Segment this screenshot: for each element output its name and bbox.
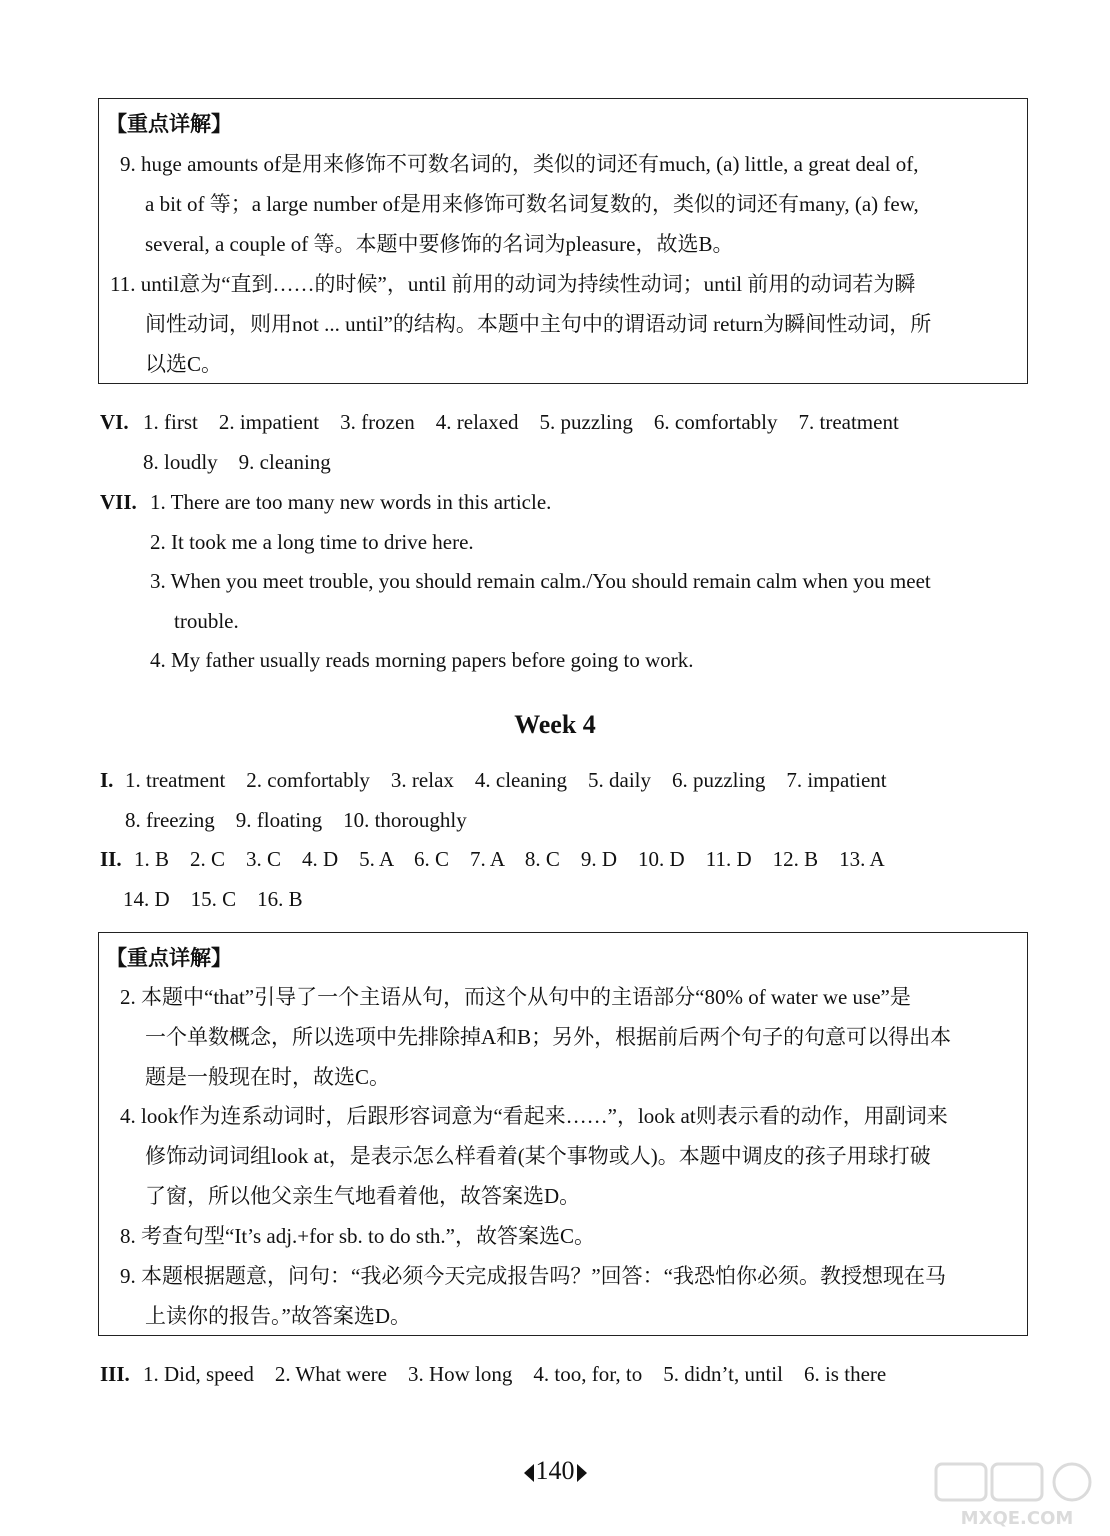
watermark-logo <box>932 1460 1102 1530</box>
box1-line-1: 9. huge amounts of是用来修饰不可数名词的，类似的词还有much, (a) little, a great deal of, <box>120 152 919 176</box>
section-vii-line-4: trouble. <box>174 609 239 633</box>
box1-line-4: 11. until意为“直到……的时候”，until 前用的动词为持续性动词；until 前用的动词若为瞬 <box>110 272 916 296</box>
right-triangle-icon <box>577 1464 587 1482</box>
left-triangle-icon <box>524 1464 534 1482</box>
box2-line-6: 了窗，所以他父亲生气地看着他，故答案选D。 <box>145 1184 581 1208</box>
watermark-icon <box>932 1460 1102 1530</box>
section-i-row-2: 8. freezing 9. floating 10. thoroughly <box>125 808 467 832</box>
box2-line-2: 一个单数概念，所以选项中先排除掉A和B；另外，根据前后两个句子的句意可以得出本 <box>145 1025 952 1049</box>
section-ii-row-2: 14. D 15. C 16. B <box>123 887 303 911</box>
section-vii-line-5: 4. My father usually reads morning papers before going to work. <box>150 648 694 672</box>
box2-line-7: 8. 考查句型“It’s adj.+for sb. to do sth.”，故答案选C。 <box>120 1224 595 1248</box>
box2-line-1: 2. 本题中“that”引导了一个主语从句，而这个从句中的主语部分“80% of water we use”是 <box>120 985 911 1009</box>
box2-line-8: 9. 本题根据题意，问句：“我必须今天完成报告吗？”回答：“我恐怕你必须。教授想现在马 <box>120 1264 946 1288</box>
section-vi-row-2: 8. loudly 9. cleaning <box>143 450 331 474</box>
section-vi-row-1: 1. first 2. impatient 3. frozen 4. relaxed 5. puzzling 6. comfortably 7. treatment <box>143 410 899 434</box>
box1-title: 【重点详解】 <box>106 112 232 136</box>
box1-line-5: 间性动词，则用not ... until”的结构。本题中主句中的谓语动词 return为瞬间性动词，所 <box>145 312 932 336</box>
section-ii-label: II. <box>100 847 122 871</box>
box1-line-3: several, a couple of 等。本题中要修饰的名词为pleasure，故选B。 <box>145 232 734 256</box>
section-vii-line-1: 1. There are too many new words in this article. <box>150 490 552 514</box>
section-i-row-1: 1. treatment 2. comfortably 3. relax 4. cleaning 5. daily 6. puzzling 7. impatient <box>125 768 887 792</box>
section-iii-label: III. <box>100 1362 130 1386</box>
section-i-label: I. <box>100 768 114 792</box>
box1-line-6: 以选C。 <box>145 352 223 376</box>
section-title-week-4: Week 4 <box>514 710 596 739</box>
box2-title: 【重点详解】 <box>106 946 232 970</box>
box2-line-4: 4. look作为连系动词时，后跟形容词意为“看起来……”，look at则表示看的动作，用副词来 <box>120 1104 948 1128</box>
section-vii-label: VII. <box>100 490 137 514</box>
section-vii-line-3: 3. When you meet trouble, you should remain calm./You should remain calm when you meet <box>150 569 931 593</box>
section-vi-label: VI. <box>100 410 129 434</box>
section-iii-row-1: 1. Did, speed 2. What were 3. How long 4. too, for, to 5. didn’t, until 6. is there <box>143 1362 887 1386</box>
page-number-text: 140 <box>535 1456 575 1485</box>
section-ii-row-1: 1. B 2. C 3. C 4. D 5. A 6. C 7. A 8. C 9. D 10. D 11. D 12. B 13. A <box>134 847 885 871</box>
box2-line-5: 修饰动词词组look at，是表示怎么样看着(某个事物或人)。本题中调皮的孩子用球打破 <box>145 1144 931 1168</box>
section-vii-line-2: 2. It took me a long time to drive here. <box>150 530 474 554</box>
svg-text:MXQE.COM: MXQE.COM <box>960 1508 1074 1529</box>
box2-line-9: 上读你的报告。”故答案选D。 <box>145 1304 411 1328</box>
box1-line-2: a bit of 等；a large number of是用来修饰可数名词复数的，类似的词还有many, (a) few, <box>145 192 919 216</box>
box2-line-3: 题是一般现在时，故选C。 <box>145 1065 391 1089</box>
